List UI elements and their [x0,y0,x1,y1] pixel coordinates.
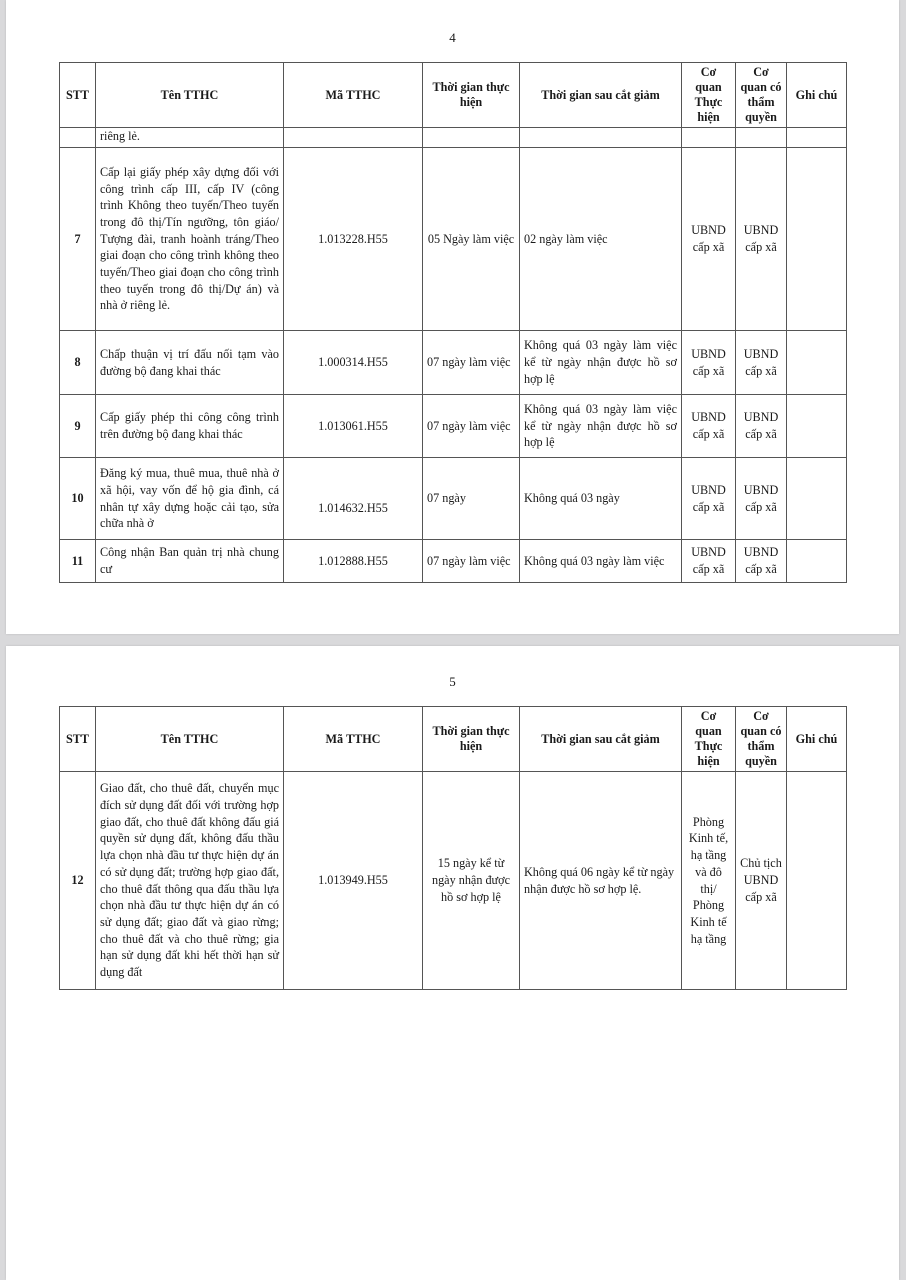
cell-authority: UBND cấp xã [736,148,787,331]
header-name: Tên TTHC [96,707,284,772]
header-agency: Cơ quan Thực hiện [682,707,736,772]
cell-authority: UBND cấp xã [736,540,787,583]
cell-name: Giao đất, cho thuê đất, chuyển mục đích sử dụng đất đối với trường hợp giao đất, cho thuê đất không đấu giá quyền sử dụng đất, không đấu thầu lựa chọn nhà đầu tư thực hiện dự án có sử dụng đất; trường hợp giao đất, cho thuê đất thông qua đấu thầu lựa chọn nhà đầu tư thực hiện dự án có sử dụng đất; giao đất và giao rừng; cho thuê đất và cho thuê rừng; gia hạn sử dụng đất khi hết thời hạn sử dụng đất [96,772,284,990]
cell-code: 1.014632.H55 [284,458,423,540]
cell-code: 1.013228.H55 [284,148,423,331]
header-code: Mã TTHC [284,63,423,128]
cell-name: Cấp giấy phép thi công công trình trên đường bộ đang khai thác [96,395,284,458]
header-code: Mã TTHC [284,707,423,772]
procedures-table [59,62,847,583]
header-authority: Cơ quan có thẩm quyền [736,707,787,772]
cell-code: 1.000314.H55 [284,331,423,395]
table-header-row [60,707,847,772]
cell-name: Công nhận Ban quản trị nhà chung cư [96,540,284,583]
cell-stt: 8 [60,331,96,395]
cell-reduced: Không quá 03 ngày làm việc kể từ ngày nhận được hồ sơ hợp lệ [520,395,682,458]
cell-reduced: 02 ngày làm việc [520,148,682,331]
cell-agency: UBND cấp xã [682,331,736,395]
cell-stt: 9 [60,395,96,458]
cell-note [787,458,847,540]
header-agency: Cơ quan Thực hiện [682,63,736,128]
cell-note [787,772,847,990]
procedures-table [59,706,847,990]
cell-time: 07 ngày làm việc [423,395,520,458]
header-authority: Cơ quan có thẩm quyền [736,63,787,128]
header-reduced: Thời gian sau cắt giảm [520,63,682,128]
cell-agency: UBND cấp xã [682,148,736,331]
cell-name: Cấp lại giấy phép xây dựng đối với công trình cấp III, cấp IV (công trình Không theo tuyến/Theo tuyến trong đô thị/Tín ngưỡng, tôn giáo/ Tượng đài, tranh hoành tráng/Theo giai đoạn cho công trình không theo tuyến/Theo giai đoạn cho công trình theo tuyến trong đô thị/Dự án) và nhà ở riêng lẻ. [96,148,284,331]
page-number: 5 [449,674,456,689]
cell-name: riêng lẻ. [96,128,284,148]
header-time: Thời gian thực hiện [423,707,520,772]
cell-time: 07 ngày [423,458,520,540]
cell-agency: UBND cấp xã [682,540,736,583]
table-row-continuation [60,128,847,148]
cell-code: 1.012888.H55 [284,540,423,583]
cell-agency: Phòng Kinh tế, hạ tầng và đô thị/ Phòng Kinh tế hạ tầng [682,772,736,990]
header-reduced: Thời gian sau cắt giảm [520,707,682,772]
cell-agency: UBND cấp xã [682,458,736,540]
cell-stt: 7 [60,148,96,331]
cell-code: 1.013949.H55 [284,772,423,990]
table-header-row [60,63,847,128]
table-row [60,148,847,331]
table-row [60,458,847,540]
cell-authority: UBND cấp xã [736,395,787,458]
page-number: 4 [449,30,456,45]
cell-reduced: Không quá 03 ngày [520,458,682,540]
cell-authority: UBND cấp xã [736,458,787,540]
header-name: Tên TTHC [96,63,284,128]
cell-name: Chấp thuận vị trí đấu nối tạm vào đường bộ đang khai thác [96,331,284,395]
cell-reduced: Không quá 03 ngày làm việc [520,540,682,583]
cell-note [787,148,847,331]
table-row [60,540,847,583]
cell-stt: 12 [60,772,96,990]
header-note: Ghi chú [787,707,847,772]
document-page-4 [6,0,899,634]
cell-note [787,395,847,458]
cell-code: 1.013061.H55 [284,395,423,458]
cell-note [787,540,847,583]
header-note: Ghi chú [787,63,847,128]
cell-agency: UBND cấp xã [682,395,736,458]
cell-time: 05 Ngày làm việc [423,148,520,331]
cell-stt: 11 [60,540,96,583]
table-row [60,772,847,990]
cell-reduced: Không quá 06 ngày kể từ ngày nhận được hồ sơ hợp lệ. [520,772,682,990]
cell-stt [60,128,96,148]
cell-note [787,331,847,395]
cell-stt: 10 [60,458,96,540]
document-page-5 [6,646,899,1280]
table-row [60,395,847,458]
cell-time: 07 ngày làm việc [423,331,520,395]
table-row [60,331,847,395]
header-stt: STT [60,63,96,128]
cell-authority: UBND cấp xã [736,331,787,395]
cell-reduced: Không quá 03 ngày làm việc kể từ ngày nhận được hồ sơ hợp lệ [520,331,682,395]
cell-time: 15 ngày kể từ ngày nhận được hồ sơ hợp lệ [423,772,520,990]
cell-time: 07 ngày làm việc [423,540,520,583]
cell-authority: Chủ tịch UBND cấp xã [736,772,787,990]
header-time: Thời gian thực hiện [423,63,520,128]
cell-name: Đăng ký mua, thuê mua, thuê nhà ở xã hội, vay vốn để hộ gia đình, cá nhân tự xây dựng hoặc cải tạo, sửa chữa nhà ở [96,458,284,540]
header-stt: STT [60,707,96,772]
